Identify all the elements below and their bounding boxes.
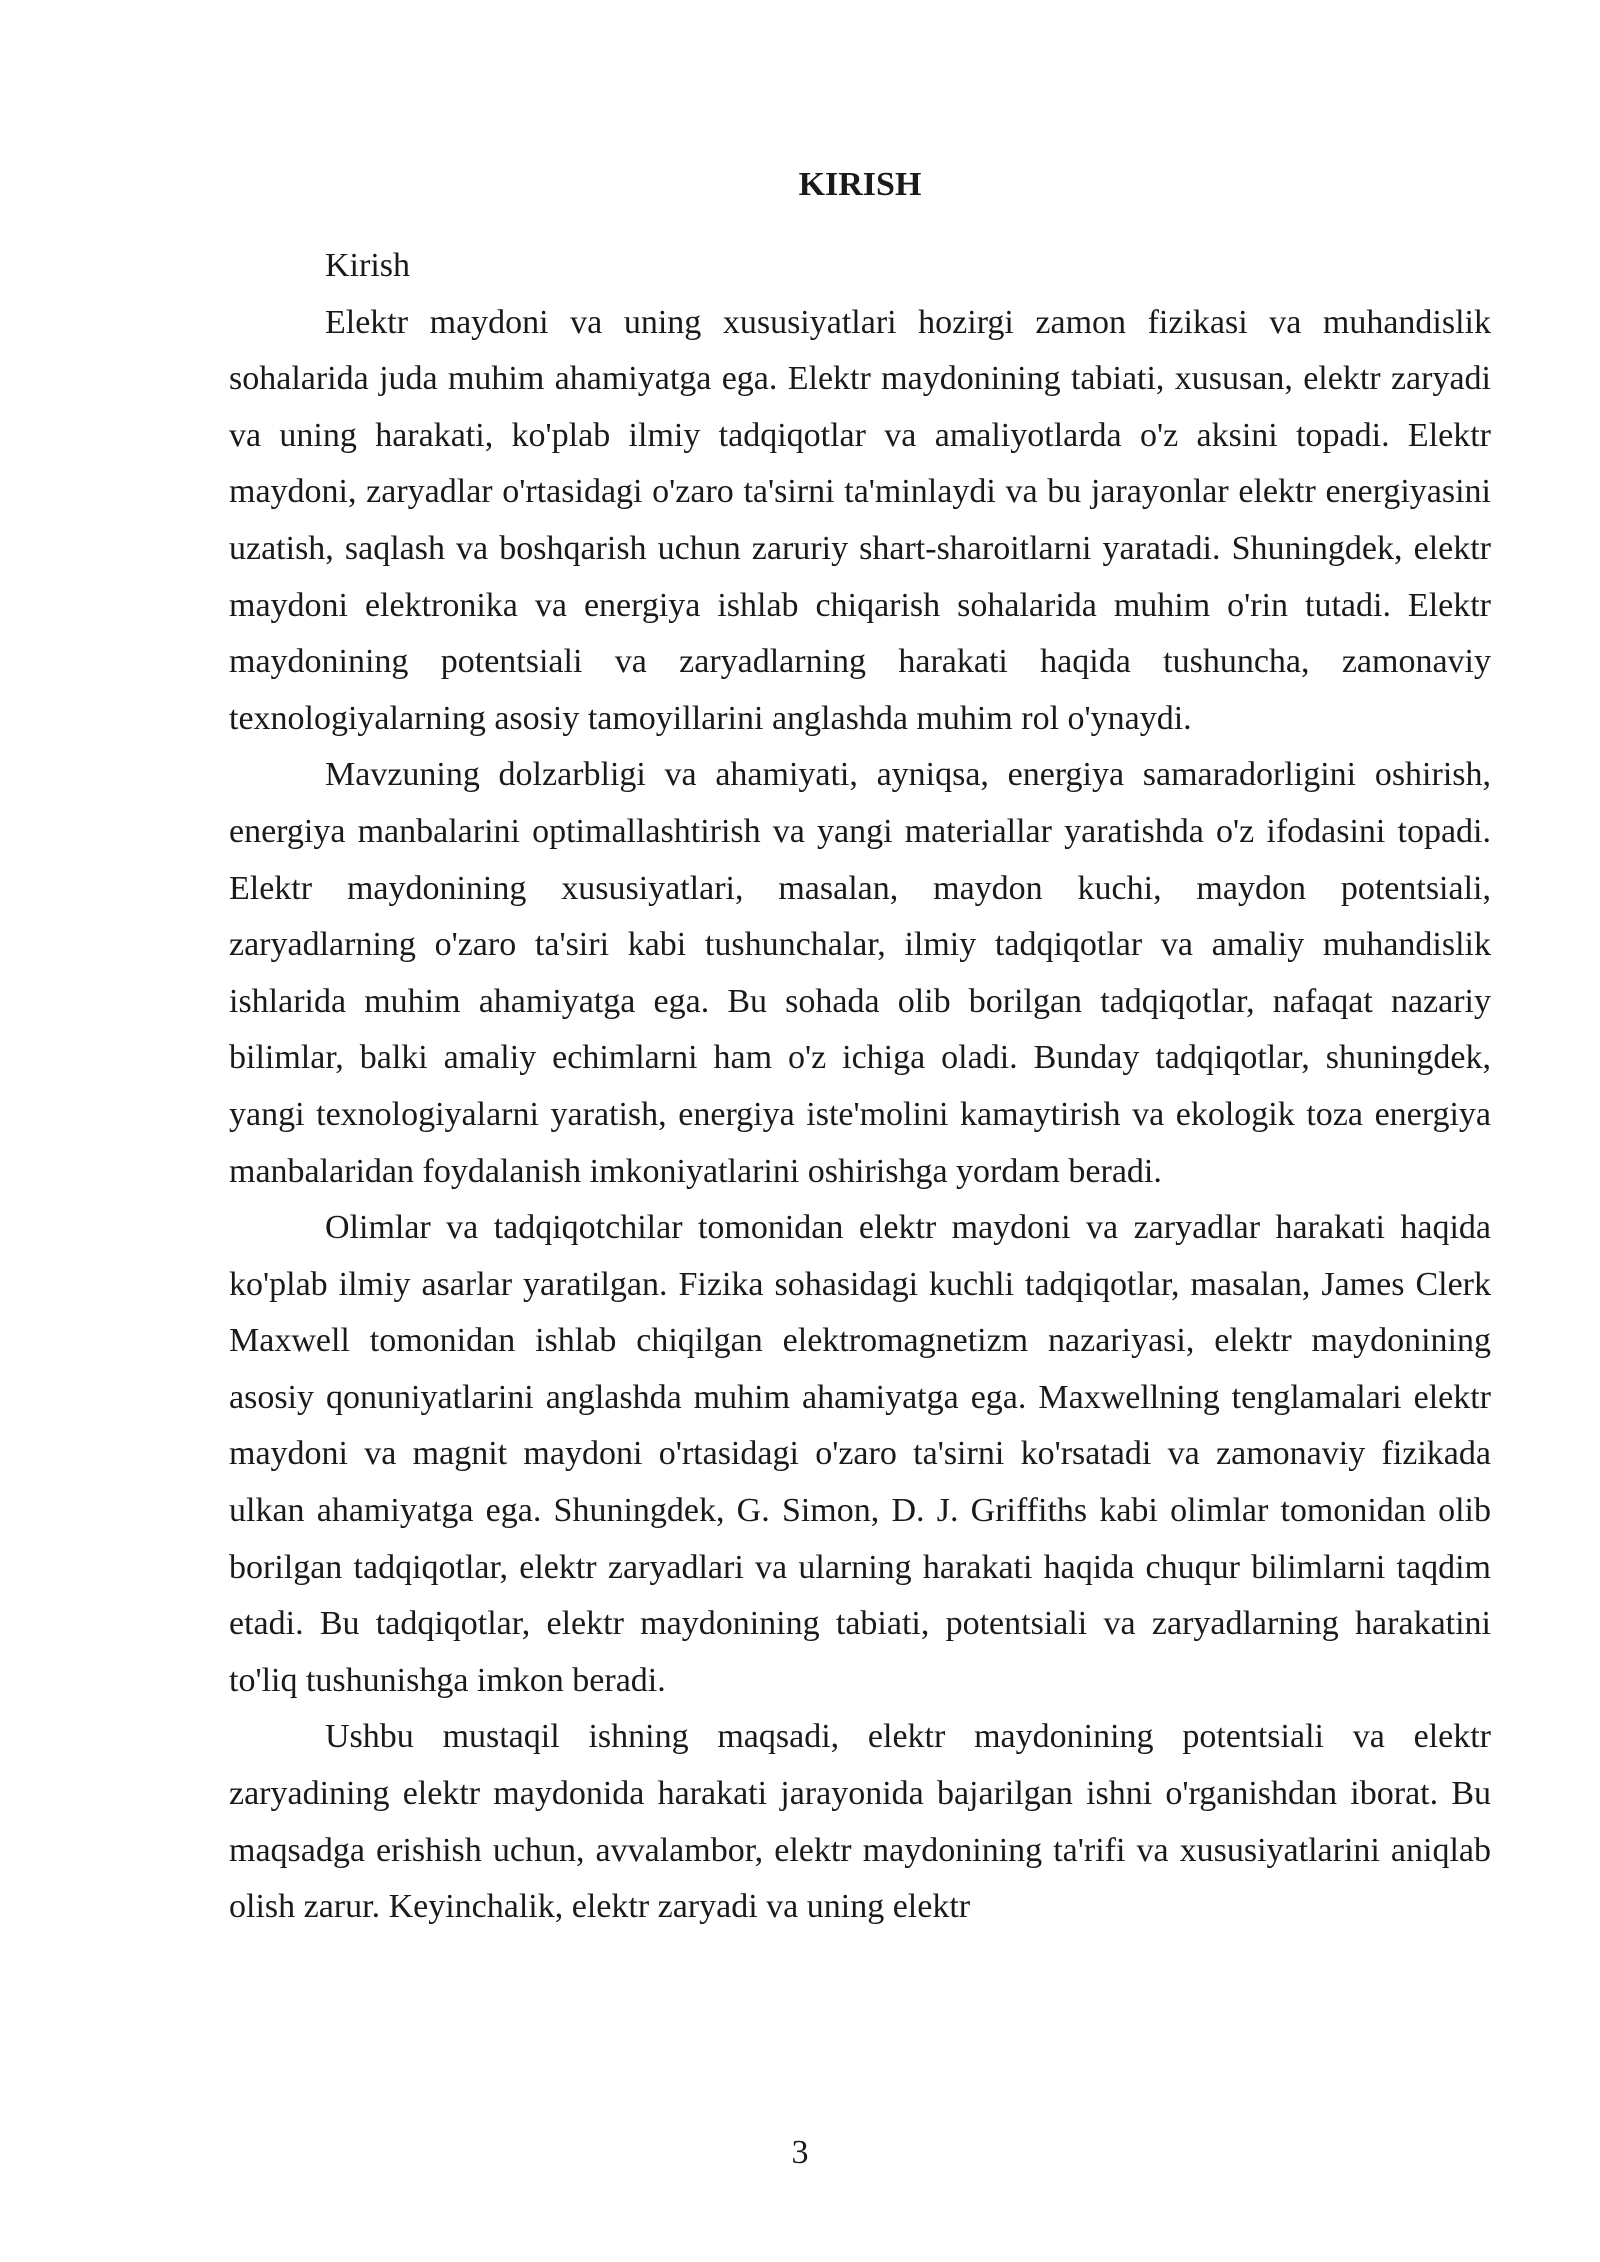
paragraph-1: Elektr maydoni va uning xususiyatlari hozirgi zamon fizikasi va muhandislik sohalarida juda muhim ahamiyatga ega. Elektr maydonining tabiati, xususan, elektr zaryadi va uning harakati, ko'plab ilmiy tadqiqotlar va amaliyotlarda o'z aksini topadi. Elektr maydoni, zaryadlar o'rtasidagi o'zaro ta'sirni ta'minlaydi va bu jarayonlar elektr energiyasini uzatish, saqlash va boshqarish uchun zaruriy shart-sharoitlarni yaratadi. Shuningdek, elektr maydoni elektronika va energiya ishlab chiqarish sohalarida muhim o'rin tutadi. Elektr maydonining potentsiali va zaryadlarning harakati haqida tushuncha, zamonaviy texnologiyalarning asosiy tamoyillarini anglashda muhim rol o'ynaydi. bbox=[229, 303, 1491, 737]
paragraph-2: Mavzuning dolzarbligi va ahamiyati, ayniqsa, energiya samaradorligini oshirish, energiya manbalarini optimallashtirish va yangi materiallar yaratishda o'z ifodasini topadi. Elektr maydonining xususiyatlari, masalan, maydon kuchi, maydon potentsiali, zaryadlarning o'zaro ta'siri kabi tushunchalar, ilmiy tadqiqotlar va amaliy muhandislik ishlarida muhim ahamiyatga ega. Bu sohada olib borilgan tadqiqotlar, nafaqat nazariy bilimlar, balki amaliy echimlarni ham o'z ichiga oladi. Bunday tadqiqotlar, shuningdek, yangi texnologiyalarni yaratish, energiya iste'molini kamaytirish va ekologik toza energiya manbalaridan foydalanish imkoniyatlarini oshirishga yordam beradi. bbox=[229, 756, 1491, 1190]
paragraph-4: Ushbu mustaqil ishning maqsadi, elektr maydonining potentsiali va elektr zaryadining elektr maydonida harakati jarayonida bajarilgan ishni o'rganishdan iborat. Bu maqsadga erishish uchun, avvalambor, elektr maydonining ta'rifi va xususiyatlarini aniqlab olish zarur. Keyinchalik, elektr zaryadi va uning elektr bbox=[229, 1718, 1491, 1926]
section-subtitle: Kirish bbox=[325, 247, 410, 284]
document-page bbox=[229, 160, 1491, 1936]
paragraph-3: Olimlar va tadqiqotchilar tomonidan elektr maydoni va zaryadlar harakati haqida ko'plab ilmiy asarlar yaratilgan. Fizika sohasidagi kuchli tadqiqotlar, masalan, James Clerk Maxwell tomonidan ishlab chiqilgan elektromagnetizm nazariyasi, elektr maydonining asosiy qonuniyatlarini anglashda muhim ahamiyatga ega. Maxwellning tenglamalari elektr maydoni va magnit maydoni o'rtasidagi o'zaro ta'sirni ko'rsatadi va zamonaviy fizikada ulkan ahamiyatga ega. Shuningdek, G. Simon, D. J. Griffiths kabi olimlar tomonidan olib borilgan tadqiqotlar, elektr zaryadlari va ularning harakati haqida chuqur bilimlarni taqdim etadi. Bu tadqiqotlar, elektr maydonining tabiati, potentsiali va zaryadlarning harakatini to'liq tushunishga imkon beradi. bbox=[229, 1209, 1491, 1699]
page-title: KIRISH bbox=[798, 166, 922, 203]
page-number: 3 bbox=[791, 2134, 809, 2171]
